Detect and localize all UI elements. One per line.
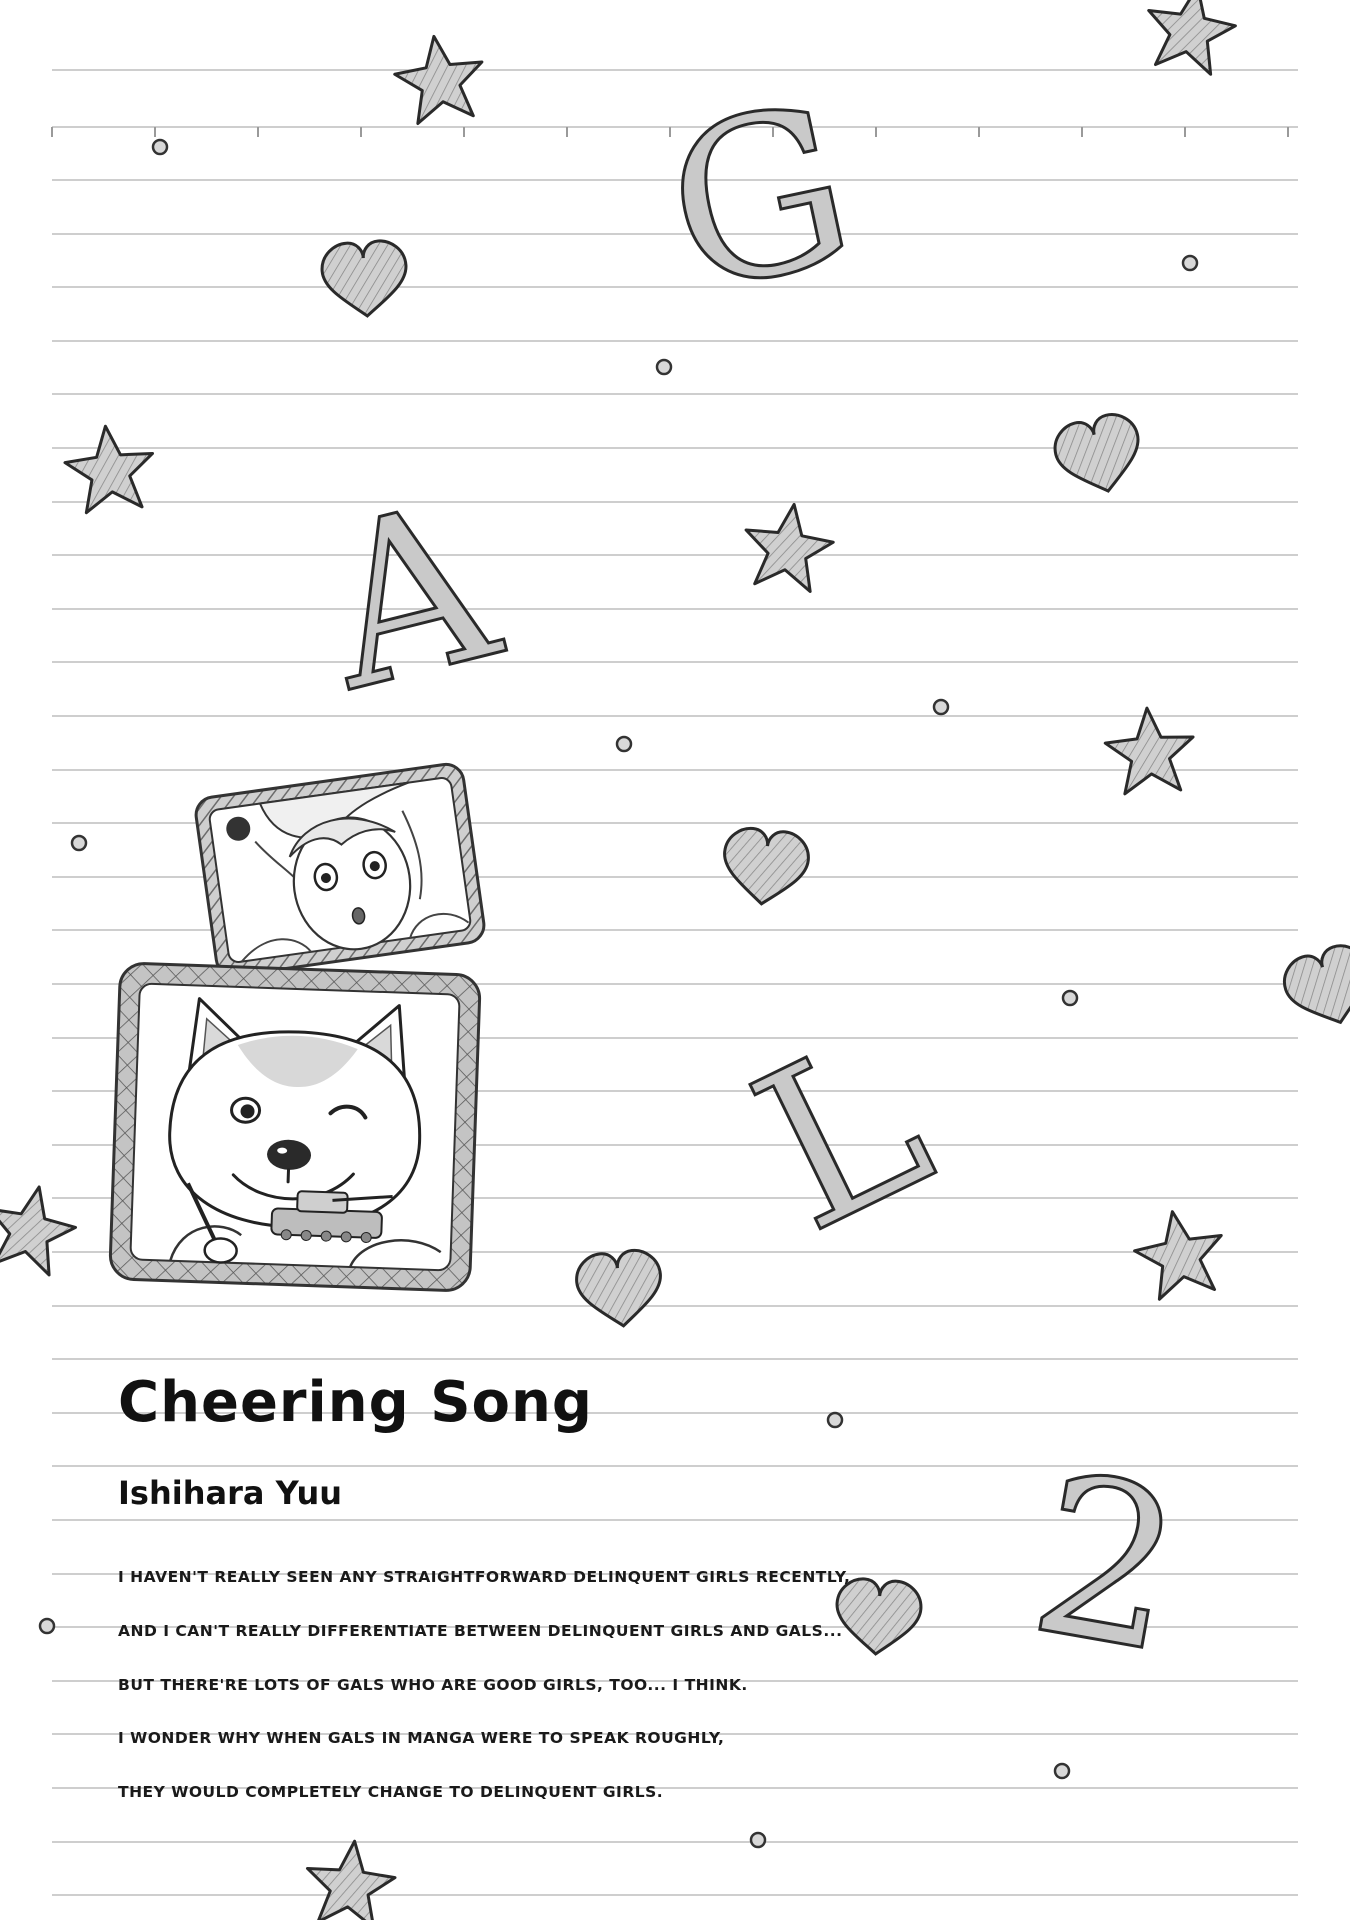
comment-line: BUT THERE'RE LOTS OF GALS WHO ARE GOOD GIRLS, TOO... I THINK.: [118, 1676, 748, 1694]
dot-icon: [617, 737, 631, 751]
heart-icon: [834, 1577, 923, 1657]
heart-icon: [720, 826, 811, 908]
shiba-dog-portrait: [110, 963, 481, 1291]
heart-icon: [1278, 939, 1350, 1035]
dot-icon: [657, 360, 671, 374]
heart-icon: [1050, 409, 1149, 501]
dot-icon: [828, 1413, 842, 1427]
digit-2: 2: [1016, 1425, 1199, 1703]
letter-a: A: [300, 452, 518, 740]
comment-line: I WONDER WHY WHEN GALS IN MANGA WERE TO SPEAK ROUGHLY,: [118, 1729, 725, 1747]
girl-portrait: [194, 762, 486, 978]
comment-line: THEY WOULD COMPLETELY CHANGE TO DELINQUENT GIRLS.: [118, 1783, 664, 1801]
dot-icon: [751, 1833, 765, 1847]
star-icon: [1140, 0, 1241, 77]
dot-icon: [153, 140, 167, 154]
star-icon: [62, 422, 158, 515]
dot-icon: [934, 700, 948, 714]
star-icon: [1129, 1204, 1230, 1302]
heart-icon: [320, 239, 409, 319]
star-icon: [739, 498, 838, 593]
comment-line: AND I CAN'T REALLY DIFFERENTIATE BETWEEN DELINQUENT GIRLS AND GALS...: [118, 1622, 843, 1640]
page-title: Cheering Song: [118, 1370, 593, 1435]
letter-g: G: [647, 55, 873, 343]
dot-icon: [72, 836, 86, 850]
dot-icon: [40, 1619, 54, 1633]
letter-l: L: [719, 986, 964, 1281]
dot-icon: [1183, 256, 1197, 270]
star-icon: [390, 30, 489, 125]
dot-icon: [1055, 1764, 1069, 1778]
dot-icon: [1063, 991, 1077, 1005]
star-icon: [302, 1837, 398, 1920]
star-icon: [0, 1178, 82, 1278]
comment-line: I HAVEN'T REALLY SEEN ANY STRAIGHTFORWARD DELINQUENT GIRLS RECENTLY,: [118, 1568, 851, 1586]
heart-icon: [574, 1248, 665, 1330]
author-name: Ishihara Yuu: [118, 1474, 342, 1512]
star-icon: [1103, 705, 1197, 795]
